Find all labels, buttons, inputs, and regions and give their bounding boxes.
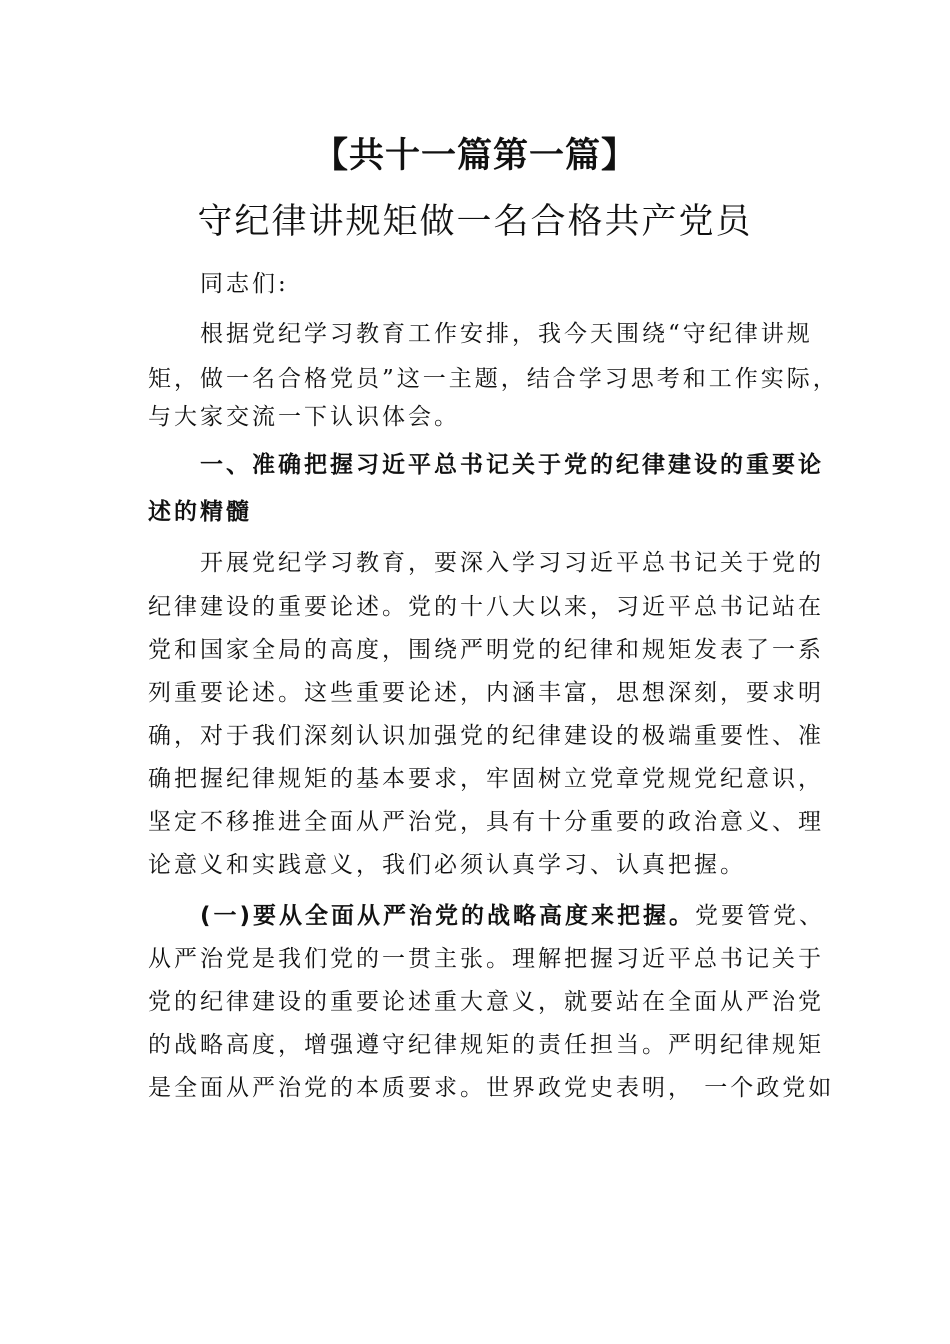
salutation: 同志们: xyxy=(200,271,289,297)
document-main-title: 守纪律讲规矩做一名合格共产党员 xyxy=(197,202,753,242)
paragraph1-line-8: 论意义和实践意义，我们必须认真学习、认真把握。 xyxy=(148,852,746,878)
subsection1-bold-lead: (一)要从全面从严治党的战略高度来把握。 xyxy=(200,903,696,929)
section-heading-line-1: 一、准确把握习近平总书记关于党的纪律建设的重要论 xyxy=(200,452,824,478)
paragraph1-line-4: 列重要论述。这些重要论述，内涵丰富，思想深刻，要求明 xyxy=(148,680,824,706)
document-series-title: 【共十一篇第一篇】 xyxy=(312,136,637,176)
intro-line-3: 与大家交流一下认识体会。 xyxy=(148,404,460,430)
subsection1-line-4: 的战略高度，增强遵守纪律规矩的责任担当。严明纪律规矩 xyxy=(148,1032,824,1058)
section-heading-line-2: 述的精髓 xyxy=(148,499,252,525)
paragraph1-line-2: 纪律建设的重要论述。党的十八大以来，习近平总书记站在 xyxy=(148,594,824,620)
subsection1-line-2: 从严治党是我们党的一贯主张。理解把握习近平总书记关于 xyxy=(148,946,824,972)
intro-line-2: 矩，做一名合格党员”这一主题，结合学习思考和工作实际， xyxy=(148,366,839,392)
paragraph1-line-6: 确把握纪律规矩的基本要求，牢固树立党章党规党纪意识， xyxy=(148,766,824,792)
paragraph1-line-1: 开展党纪学习教育，要深入学习习近平总书记关于党的 xyxy=(200,550,824,576)
subsection1-first-line xyxy=(148,902,826,930)
paragraph1-line-5: 确，对于我们深刻认识加强党的纪律建设的极端重要性、准 xyxy=(148,723,824,749)
subsection1-line-5: 是全面从严治党的本质要求。世界政党史表明， 一个政党如 xyxy=(148,1075,835,1101)
subsection1-first-line-rest: 党要管党、 xyxy=(695,903,826,929)
paragraph1-line-7: 坚定不移推进全面从严治党，具有十分重要的政治意义、理 xyxy=(148,809,824,835)
paragraph1-line-3: 党和国家全局的高度，围绕严明党的纪律和规矩发表了一系 xyxy=(148,637,824,663)
subsection1-line-3: 党的纪律建设的重要论述重大意义，就要站在全面从严治党 xyxy=(148,989,824,1015)
intro-line-1: 根据党纪学习教育工作安排，我今天围绕“守纪律讲规 xyxy=(200,321,813,347)
